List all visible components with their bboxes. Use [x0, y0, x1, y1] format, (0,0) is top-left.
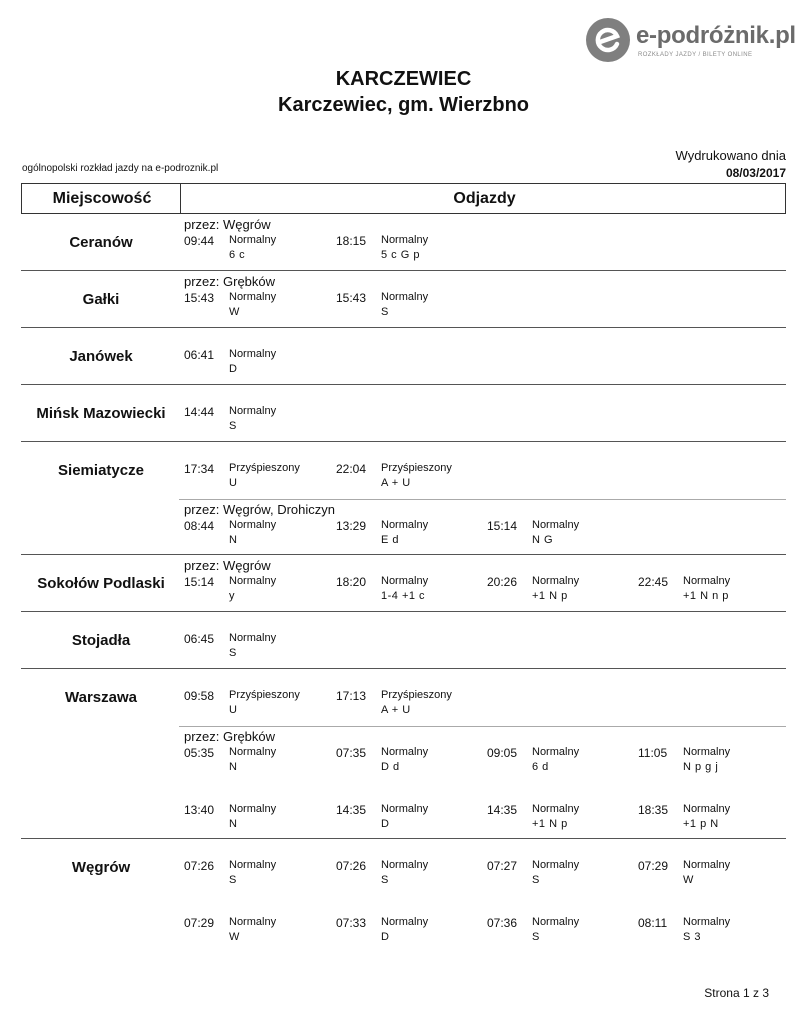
table-row — [21, 669, 786, 839]
departure-time: 22:04 — [336, 462, 367, 476]
departure-code: y — [229, 590, 235, 602]
group-divider — [179, 726, 786, 727]
table-row — [21, 271, 786, 328]
departure-type: Normalny — [532, 916, 580, 928]
table-row — [21, 612, 786, 669]
departure — [184, 859, 334, 889]
departure — [336, 916, 486, 946]
departure-time: 22:45 — [638, 575, 669, 589]
departure-time: 17:34 — [184, 462, 215, 476]
departure-code: 5 c G p — [381, 249, 420, 261]
departure-type: Normalny — [229, 519, 277, 531]
departure-time: 18:15 — [336, 234, 367, 248]
departure-code: S — [229, 647, 237, 659]
page-subtitle: Karczewiec, gm. Wierzbno — [278, 94, 529, 116]
departure-time: 17:13 — [336, 689, 367, 703]
departure — [336, 519, 486, 549]
city-name: Gałki — [82, 291, 120, 308]
departure-type: Przyśpieszony — [381, 689, 452, 701]
departure-time: 20:26 — [487, 575, 518, 589]
departure-code: W — [229, 306, 240, 318]
departure-time: 07:27 — [487, 859, 518, 873]
departure-type: Normalny — [381, 519, 429, 531]
departure-time: 08:44 — [184, 519, 215, 533]
departure-code: S — [229, 420, 237, 432]
departure-type: Normalny — [683, 859, 731, 871]
departure — [184, 348, 334, 378]
city-name: Janówek — [69, 348, 133, 365]
departure-time: 14:35 — [336, 803, 367, 817]
departure-time: 05:35 — [184, 746, 215, 760]
table-row — [21, 214, 786, 271]
departure-code: D — [229, 363, 238, 375]
departure-type: Normalny — [229, 632, 277, 644]
departure-type: Normalny — [381, 803, 429, 815]
departure-type: Normalny — [683, 803, 731, 815]
departure-code: N — [229, 761, 238, 773]
table-header — [21, 183, 786, 214]
city-name: Stojadła — [71, 632, 131, 649]
departure-type: Normalny — [532, 859, 580, 871]
departure — [487, 859, 637, 889]
departure — [336, 291, 486, 321]
departure — [487, 746, 637, 776]
departure-type: Normalny — [381, 916, 429, 928]
departure — [336, 689, 486, 719]
departure — [184, 291, 334, 321]
logo-brand: e-podróżnik.pl — [636, 22, 796, 49]
table-row — [21, 442, 786, 555]
departure-time: 13:29 — [336, 519, 367, 533]
departure-type: Normalny — [532, 746, 580, 758]
header-divider — [180, 184, 181, 213]
departure-time: 07:29 — [184, 916, 215, 930]
departure-time: 18:20 — [336, 575, 367, 589]
departure-time: 14:44 — [184, 405, 215, 419]
departure-time: 06:41 — [184, 348, 215, 362]
departure-type: Przyśpieszony — [229, 689, 300, 701]
departure-code: S — [381, 874, 389, 886]
departure-type: Normalny — [229, 859, 277, 871]
departure — [638, 803, 788, 833]
departure-type: Normalny — [532, 519, 580, 531]
departure-time: 15:43 — [184, 291, 215, 305]
departure — [336, 462, 486, 492]
departure-time: 07:26 — [336, 859, 367, 873]
departure-code: D d — [381, 761, 400, 773]
departure-time: 08:11 — [638, 916, 668, 930]
departure — [638, 916, 788, 946]
departure-type: Normalny — [229, 405, 277, 417]
departure-time: 15:43 — [336, 291, 367, 305]
departure-type: Normalny — [229, 348, 277, 360]
departure — [336, 746, 486, 776]
city-name: Ceranów — [69, 234, 133, 251]
departure-time: 18:35 — [638, 803, 669, 817]
logo-tagline: ROZKŁADY JAZDY / BILETY ONLINE — [638, 52, 753, 58]
departure-type: Normalny — [381, 291, 429, 303]
departure-type: Normalny — [683, 916, 731, 928]
departure-code: E d — [381, 534, 400, 546]
departure-code: S — [532, 874, 540, 886]
departure-code: U — [229, 477, 238, 489]
route-via: przez: Grębków — [184, 729, 276, 744]
column-header-city: Miejscowość — [52, 190, 152, 207]
departure — [487, 916, 637, 946]
departure-code: D — [381, 931, 390, 943]
departure — [184, 916, 334, 946]
departure-type: Przyśpieszony — [229, 462, 300, 474]
departure-code: 6 c — [229, 249, 246, 261]
departure-type: Normalny — [532, 803, 580, 815]
table-row — [21, 385, 786, 442]
departure — [184, 689, 334, 719]
departure-time: 09:05 — [487, 746, 518, 760]
departure — [336, 234, 486, 264]
departure-time: 09:58 — [184, 689, 215, 703]
departure-type: Normalny — [229, 916, 277, 928]
e-podroznik-logo — [586, 16, 796, 66]
departure-time: 14:35 — [487, 803, 518, 817]
departure-code: N — [229, 818, 238, 830]
departure-code: S — [532, 931, 540, 943]
departure-code: +1 p N — [683, 818, 719, 830]
departure-code: +1 N p — [532, 590, 568, 602]
group-divider — [179, 499, 786, 500]
departure-time: 13:40 — [184, 803, 215, 817]
departure — [184, 405, 334, 435]
departure-code: S — [381, 306, 389, 318]
departure-code: S 3 — [683, 931, 702, 943]
departure-code: U — [229, 704, 238, 716]
departure-code: +1 N p — [532, 818, 568, 830]
departure-code: +1 N n p — [683, 590, 729, 602]
departure-time: 07:36 — [487, 916, 518, 930]
table-row — [21, 328, 786, 385]
departure-time: 15:14 — [487, 519, 518, 533]
departure — [184, 632, 334, 662]
departure-time: 15:14 — [184, 575, 215, 589]
departure-type: Normalny — [381, 575, 429, 587]
printed-date: 08/03/2017 — [725, 166, 786, 180]
departure-type: Normalny — [229, 746, 277, 758]
departure-time: 07:33 — [336, 916, 367, 930]
departure-time: 07:29 — [638, 859, 669, 873]
route-via: przez: Węgrów — [184, 217, 271, 232]
departure-type: Normalny — [229, 234, 277, 246]
departure — [336, 803, 486, 833]
departure-code: W — [229, 931, 240, 943]
departure-time: 09:44 — [184, 234, 215, 248]
departure-code: N p g j — [683, 761, 719, 773]
departure-code: 1-4 +1 c — [381, 590, 426, 602]
departure — [184, 575, 334, 605]
departure-time: 07:35 — [336, 746, 367, 760]
departure-code: N — [229, 534, 238, 546]
departure — [487, 803, 637, 833]
departure-code: S — [229, 874, 237, 886]
table-row — [21, 555, 786, 612]
departure-type: Normalny — [532, 575, 580, 587]
page-title: KARCZEWIEC — [335, 68, 472, 90]
e-logo-icon — [586, 18, 630, 62]
route-via: przez: Grębków — [184, 274, 276, 289]
departure-code: N G — [532, 534, 554, 546]
departure-code: A + U — [381, 477, 411, 489]
column-header-departures: Odjazdy — [453, 190, 516, 207]
city-name: Warszawa — [65, 689, 137, 706]
page-number: Strona 1 z 3 — [704, 986, 769, 1000]
city-name: Mińsk Mazowiecki — [36, 405, 166, 422]
departure — [638, 746, 788, 776]
city-name: Węgrów — [71, 859, 131, 876]
departure — [184, 519, 334, 549]
departure — [184, 234, 334, 264]
departure-code: 6 d — [532, 761, 549, 773]
departure-type: Normalny — [683, 746, 731, 758]
departure-type: Normalny — [683, 575, 731, 587]
departure-code: W — [683, 874, 694, 886]
departure-type: Normalny — [229, 575, 277, 587]
departure-time: 06:45 — [184, 632, 215, 646]
departure-type: Normalny — [381, 746, 429, 758]
departure-type: Normalny — [381, 859, 429, 871]
departure — [184, 746, 334, 776]
departure-code: D — [381, 818, 390, 830]
table-row — [21, 839, 786, 952]
departure — [487, 519, 637, 549]
departure — [487, 575, 637, 605]
departure-type: Normalny — [229, 291, 277, 303]
subline: ogólnopolski rozkład jazdy na e-podroznik.pl — [22, 163, 219, 174]
departure — [336, 859, 486, 889]
route-via: przez: Węgrów, Drohiczyn — [184, 502, 335, 517]
departure — [336, 575, 486, 605]
departure — [638, 859, 788, 889]
timetable — [21, 183, 786, 943]
city-name: Sokołów Podlaski — [37, 575, 165, 592]
departure — [184, 803, 334, 833]
departure-type: Przyśpieszony — [381, 462, 452, 474]
departure-type: Normalny — [381, 234, 429, 246]
departure — [184, 462, 334, 492]
printed-label: Wydrukowano dnia — [675, 148, 786, 163]
departure-time: 11:05 — [638, 746, 668, 760]
city-name: Siemiatycze — [58, 462, 144, 479]
route-via: przez: Węgrów — [184, 558, 271, 573]
departure — [638, 575, 788, 605]
departure-type: Normalny — [229, 803, 277, 815]
departure-time: 07:26 — [184, 859, 215, 873]
departure-code: A + U — [381, 704, 411, 716]
